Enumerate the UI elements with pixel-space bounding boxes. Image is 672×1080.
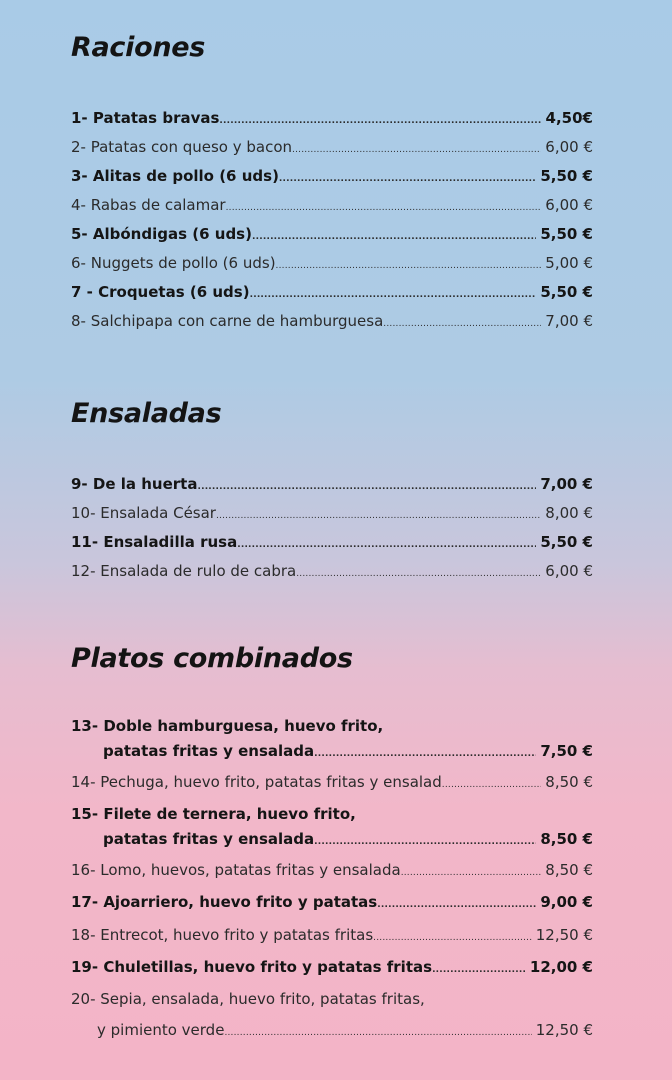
menu-item [71,474,593,497]
item-price: 8,00 € [545,504,593,522]
menu-item [71,957,593,980]
item-name-line1: 20- Sepia, ensalada, huevo frito, patatas fritas, [71,990,425,1008]
menu-item [71,166,593,189]
menu-item [71,561,593,584]
item-price: 12,50 € [535,926,593,944]
leader-dots [237,535,536,555]
menu-item [71,195,593,218]
leader-dots [432,960,526,980]
item-price: 5,50 € [540,167,593,185]
section-title-ensaladas: Ensaladas [71,398,222,429]
menu-item [71,311,593,334]
menu-item [71,892,593,915]
item-price: 12,50 € [535,1021,593,1039]
item-price: 8,50 € [540,830,593,848]
menu-item [71,282,593,305]
item-name: 18- Entrecot, huevo frito y patatas fritas [71,926,374,944]
item-price: 6,00 € [545,562,593,580]
item-name: 10- Ensalada César [71,504,216,522]
item-name-line1: 15- Filete de ternera, huevo frito, [71,805,356,823]
menu-item [71,224,593,247]
leader-dots [401,863,542,883]
leader-dots [219,111,541,131]
item-price: 8,50 € [545,861,593,879]
leader-dots [197,477,536,497]
item-name: 6- Nuggets de pollo (6 uds) [71,254,276,272]
leader-dots [250,285,537,305]
leader-dots [296,564,541,584]
leader-dots [314,744,536,764]
item-price: 6,00 € [545,138,593,156]
item-price: 6,00 € [545,196,593,214]
item-name: 2- Patatas con queso y bacon [71,138,293,156]
item-name: 1- Patatas bravas [71,109,220,127]
leader-dots [383,314,541,334]
leader-dots [314,832,536,852]
item-name: 8- Salchipapa con carne de hamburguesa [71,312,384,330]
item-price: 8,50 € [545,773,593,791]
menu-item [71,925,593,948]
leader-dots [226,198,542,218]
menu-item [71,253,593,276]
item-price: 5,50 € [540,225,593,243]
item-name: 12- Ensalada de rulo de cabra [71,562,297,580]
item-name: patatas fritas y ensalada [103,742,315,760]
item-name: y pimiento verde [97,1021,225,1039]
menu-item [71,860,593,883]
item-name-line1: 13- Doble hamburguesa, huevo frito, [71,717,384,735]
item-price: 5,50 € [540,283,593,301]
item-price: 9,00 € [540,893,593,911]
item-price: 4,50€ [545,109,593,127]
menu-item [103,741,593,764]
menu-item [71,108,593,131]
item-name: 3- Alitas de pollo (6 uds) [71,167,279,185]
leader-dots [216,506,541,526]
item-price: 7,50 € [540,742,593,760]
leader-dots [292,140,541,160]
item-name: 19- Chuletillas, huevo frito y patatas fritas [71,958,433,976]
item-price: 5,00 € [545,254,593,272]
item-price: 7,00 € [545,312,593,330]
item-name: patatas fritas y ensalada [103,830,315,848]
leader-dots [252,227,536,247]
item-name: 14- Pechuga, huevo frito, patatas fritas y ensalad [71,773,442,791]
leader-dots [377,895,536,915]
item-name: 9- De la huerta [71,475,198,493]
item-price: 7,00 € [540,475,593,493]
menu-item [71,137,593,160]
section-title-raciones: Raciones [71,32,206,63]
leader-dots [373,928,532,948]
menu-item [71,532,593,555]
item-name: 4- Rabas de calamar [71,196,226,214]
item-name: 16- Lomo, huevos, patatas fritas y ensalada [71,861,401,879]
leader-dots [276,256,542,276]
item-name: 11- Ensaladilla rusa [71,533,238,551]
item-name: 17- Ajoarriero, huevo frito y patatas [71,893,378,911]
menu-item [71,503,593,526]
item-price: 12,00 € [529,958,593,976]
menu-item [103,829,593,852]
item-price: 5,50 € [540,533,593,551]
menu-item [71,772,593,795]
item-name: 5- Albóndigas (6 uds) [71,225,252,243]
leader-dots [442,775,542,795]
leader-dots [224,1023,531,1043]
section-title-platos-combinados: Platos combinados [71,643,353,674]
item-name: 7 - Croquetas (6 uds) [71,283,250,301]
leader-dots [279,169,536,189]
menu-item [97,1020,593,1043]
